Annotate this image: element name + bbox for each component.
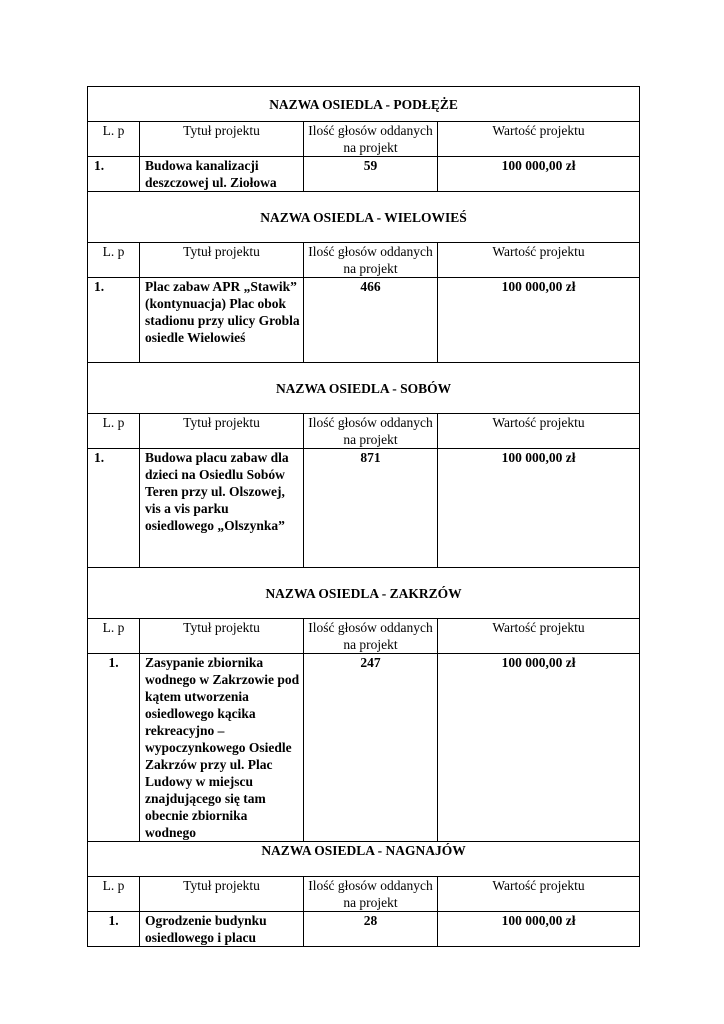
row-lp: 1. xyxy=(88,912,140,947)
project-row xyxy=(88,912,640,947)
header-lp: L. p xyxy=(88,877,140,912)
row-votes: 466 xyxy=(304,278,438,363)
row-title: Budowa placu zabaw dla dzieci na Osiedlu Sobów Teren przy ul. Olszowej, vis a vis parku osiedlowego „Olszynka” xyxy=(140,449,304,568)
row-lp: 1. xyxy=(88,157,140,192)
header-votes: Ilość głosów oddanych na projekt xyxy=(304,877,438,912)
project-row xyxy=(88,278,640,363)
row-votes: 871 xyxy=(304,449,438,568)
header-lp: L. p xyxy=(88,122,140,157)
header-title: Tytuł projektu xyxy=(140,877,304,912)
row-votes: 247 xyxy=(304,654,438,842)
section-heading-row xyxy=(88,192,640,243)
row-lp: 1. xyxy=(88,449,140,568)
section-heading: NAZWA OSIEDLA - NAGNAJÓW xyxy=(88,842,640,877)
row-votes: 59 xyxy=(304,157,438,192)
row-title: Ogrodzenie budynku osiedlowego i placu xyxy=(140,912,304,947)
header-title: Tytuł projektu xyxy=(140,414,304,449)
project-row xyxy=(88,654,640,842)
row-lp: 1. xyxy=(88,278,140,363)
header-value: Wartość projektu xyxy=(438,122,640,157)
document-page xyxy=(87,86,639,947)
section-heading: NAZWA OSIEDLA - PODŁĘŻE xyxy=(88,87,640,122)
section-heading-row xyxy=(88,363,640,414)
projects-table xyxy=(87,86,640,947)
header-value: Wartość projektu xyxy=(438,243,640,278)
section-heading-row xyxy=(88,87,640,122)
header-row xyxy=(88,122,640,157)
header-votes: Ilość głosów oddanych na projekt xyxy=(304,122,438,157)
row-lp: 1. xyxy=(88,654,140,842)
project-row xyxy=(88,157,640,192)
header-row xyxy=(88,243,640,278)
section-heading-row xyxy=(88,842,640,877)
header-title: Tytuł projektu xyxy=(140,619,304,654)
header-lp: L. p xyxy=(88,414,140,449)
row-title: Budowa kanalizacji deszczowej ul. Ziołowa xyxy=(140,157,304,192)
row-value: 100 000,00 zł xyxy=(438,912,640,947)
header-lp: L. p xyxy=(88,243,140,278)
section-heading: NAZWA OSIEDLA - WIELOWIEŚ xyxy=(88,192,640,243)
section-heading-row xyxy=(88,568,640,619)
header-votes: Ilość głosów oddanych na projekt xyxy=(304,243,438,278)
header-lp: L. p xyxy=(88,619,140,654)
row-value: 100 000,00 zł xyxy=(438,654,640,842)
header-title: Tytuł projektu xyxy=(140,243,304,278)
row-value: 100 000,00 zł xyxy=(438,449,640,568)
row-value: 100 000,00 zł xyxy=(438,278,640,363)
header-value: Wartość projektu xyxy=(438,877,640,912)
header-title: Tytuł projektu xyxy=(140,122,304,157)
section-heading: NAZWA OSIEDLA - SOBÓW xyxy=(88,363,640,414)
row-title: Plac zabaw APR „Stawik” (kontynuacja) Plac obok stadionu przy ulicy Grobla osiedle Wielowieś xyxy=(140,278,304,363)
row-votes: 28 xyxy=(304,912,438,947)
header-row xyxy=(88,414,640,449)
section-heading: NAZWA OSIEDLA - ZAKRZÓW xyxy=(88,568,640,619)
project-row xyxy=(88,449,640,568)
header-value: Wartość projektu xyxy=(438,414,640,449)
header-row xyxy=(88,619,640,654)
header-row xyxy=(88,877,640,912)
header-votes: Ilość głosów oddanych na projekt xyxy=(304,619,438,654)
row-title: Zasypanie zbiornika wodnego w Zakrzowie pod kątem utworzenia osiedlowego kącika rekreacyjno – wypoczynkowego Osiedle Zakrzów przy ul. Plac Ludowy w miejscu znajdującego się tam obecnie zbiornika wodnego xyxy=(140,654,304,842)
row-value: 100 000,00 zł xyxy=(438,157,640,192)
header-value: Wartość projektu xyxy=(438,619,640,654)
header-votes: Ilość głosów oddanych na projekt xyxy=(304,414,438,449)
